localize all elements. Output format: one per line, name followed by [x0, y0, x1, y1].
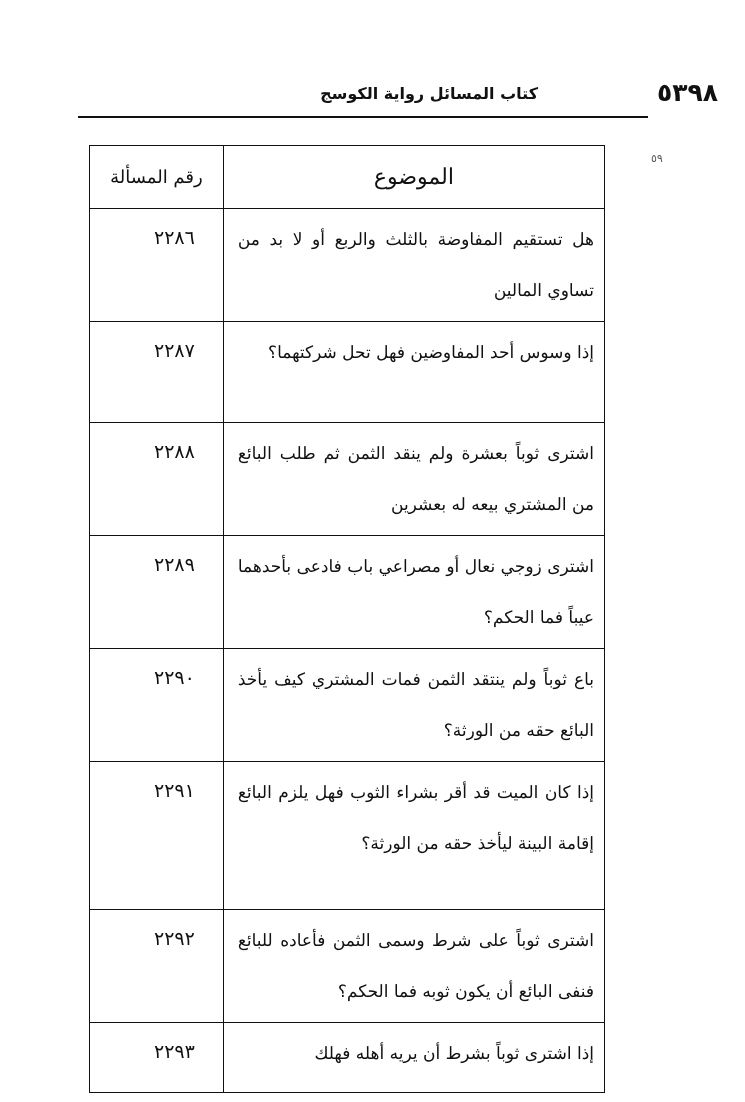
book-title: كتاب المسائل رواية الكوسج [320, 84, 538, 103]
table-header-row [90, 146, 605, 209]
table-row [90, 1023, 605, 1093]
topic-cell: إذا وسوس أحد المفاوضين فهل تحل شركتهما؟ [223, 322, 604, 423]
issue-number-cell: ٢٢٩٠ [90, 649, 224, 762]
issue-number-cell: ٢٢٩٢ [90, 910, 224, 1023]
topic-cell: باع ثوباً ولم ينتقد الثمن فمات المشتري كيف يأخذ البائع حقه من الورثة؟ [223, 649, 604, 762]
issue-number-cell: ٢٢٩١ [90, 762, 224, 910]
topic-cell: إذا كان الميت قد أقر بشراء الثوب فهل يلزم البائع إقامة البينة ليأخذ حقه من الورثة؟ [223, 762, 604, 910]
table-row [90, 910, 605, 1023]
page-number: ٥٣٩٨ [656, 78, 718, 107]
margin-mark: ٥٩ [651, 152, 663, 165]
topic-header: الموضوع [223, 146, 604, 209]
topic-cell: اشترى زوجي نعال أو مصراعي باب فادعى بأحدهما عيباً فما الحكم؟ [223, 536, 604, 649]
table-row [90, 536, 605, 649]
page-header [78, 74, 718, 114]
issue-number-header: رقم المسألة [90, 146, 224, 209]
issue-number-cell: ٢٢٨٦ [90, 209, 224, 322]
issue-number-cell: ٢٢٨٧ [90, 322, 224, 423]
header-rule [78, 116, 648, 118]
issue-number-cell: ٢٢٨٨ [90, 423, 224, 536]
issue-number-cell: ٢٢٩٣ [90, 1023, 224, 1093]
table-row [90, 423, 605, 536]
topic-cell: اشترى ثوباً بعشرة ولم ينقد الثمن ثم طلب البائع من المشتري بيعه له بعشرين [223, 423, 604, 536]
issues-table [89, 145, 605, 1093]
topic-cell: اشترى ثوباً على شرط وسمى الثمن فأعاده للبائع فنفى البائع أن يكون ثوبه فما الحكم؟ [223, 910, 604, 1023]
table-row [90, 209, 605, 322]
topic-cell: هل تستقيم المفاوضة بالثلث والربع أو لا بد من تساوي المالين [223, 209, 604, 322]
table-row [90, 762, 605, 910]
table-row [90, 649, 605, 762]
topic-cell: إذا اشترى ثوباً بشرط أن يريه أهله فهلك [223, 1023, 604, 1093]
issue-number-cell: ٢٢٨٩ [90, 536, 224, 649]
table-row [90, 322, 605, 423]
